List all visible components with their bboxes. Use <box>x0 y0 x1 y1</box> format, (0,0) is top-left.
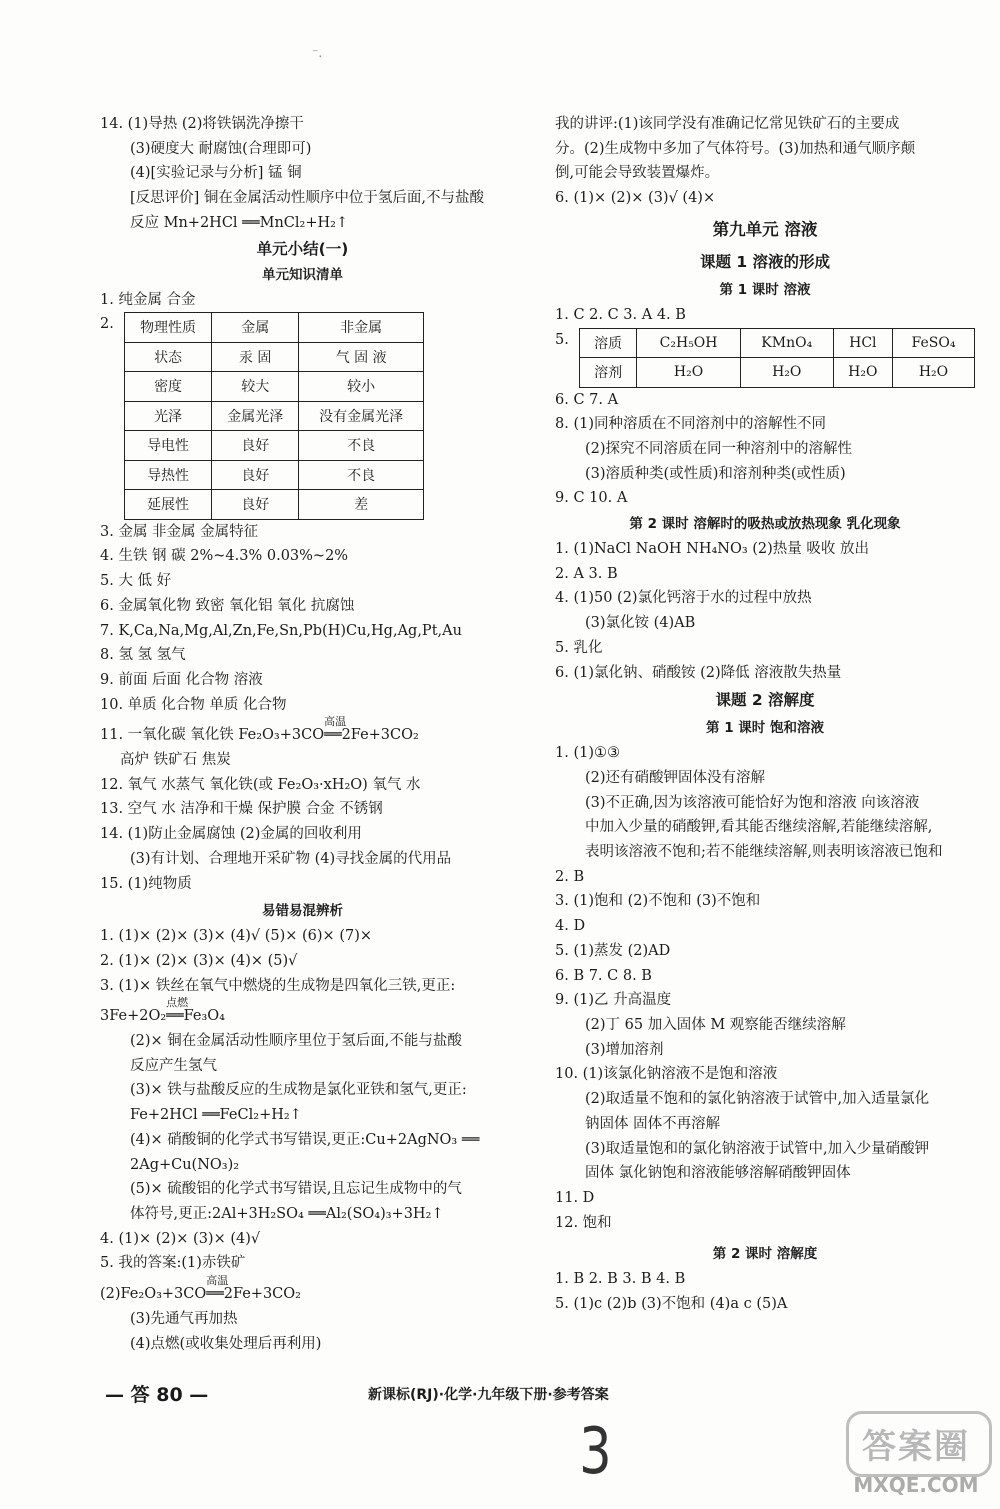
table-row <box>125 313 424 343</box>
table-cell: H₂O <box>833 358 892 388</box>
table-row <box>580 328 975 358</box>
answer-line: 反应 Mn+2HCl ══MnCl₂+H₂↑ <box>130 214 349 231</box>
answer-line: (2)取适量不饱和的氯化钠溶液于试管中,加入适量氯化 <box>585 1091 930 1108</box>
answer-line: 9. C 10. A <box>555 490 628 507</box>
right-column <box>555 112 975 1317</box>
table-cell: H₂O <box>740 358 833 388</box>
answer-line: 12. 饱和 <box>555 1214 612 1231</box>
lesson1-items-6-10 <box>555 388 975 512</box>
answer-line: 3. (1)× 铁丝在氧气中燃烧的生成物是四氧化三铁,更正: <box>100 977 456 994</box>
confuse-equation-3 <box>100 996 505 1029</box>
table-cell: 较小 <box>299 372 424 402</box>
table-cell: HCl <box>833 328 892 358</box>
answer-line: 6. B 7. C 8. B <box>555 967 652 984</box>
answer-line: 倒,可能会导致装置爆炸。 <box>555 165 720 182</box>
unit-summary-title: 单元小结(一) <box>256 239 349 258</box>
solute-solvent-table <box>579 328 975 388</box>
table-cell: 较大 <box>212 372 299 402</box>
table-row <box>125 431 424 461</box>
answer-line: Fe+2HCl ══FeCl₂+H₂↑ <box>130 1107 302 1124</box>
answer-line: 我的讲评:(1)该同学没有准确记忆常见铁矿石的主要成 <box>555 116 900 132</box>
knowledge-list-title: 单元知识清单 <box>262 266 343 283</box>
answer-line: 4. (1)× (2)× (3)× (4)√ <box>100 1230 261 1247</box>
answer-line: (3)氯化铵 (4)AB <box>585 615 696 632</box>
answer-line: 6. 金属氧化物 致密 氧化铝 氧化 抗腐蚀 <box>100 597 355 614</box>
table-row <box>125 460 424 490</box>
item-number: 2. <box>100 316 114 333</box>
topic1-title: 课题 1 溶液的形成 <box>699 252 831 271</box>
table-cell: C₂H₅OH <box>637 328 741 358</box>
answer-line: 5. 大 低 好 <box>100 573 172 590</box>
answer-line: 14. (1)防止金属腐蚀 (2)金属的回收利用 <box>100 826 362 843</box>
table-row <box>125 372 424 402</box>
handwritten-mark: 3 <box>579 1415 612 1489</box>
table-cell: 物理性质 <box>125 313 212 343</box>
answer-line: 5. (1)蒸发 (2)AD <box>555 942 671 959</box>
answer-line: (2)还有硝酸钾固体没有溶解 <box>585 769 766 786</box>
table-cell: H₂O <box>637 358 741 388</box>
lesson3-title: 第 1 课时 饱和溶液 <box>706 720 824 737</box>
reaction-arrow: 高温 ══ <box>324 723 341 748</box>
answer-line: (3)不正确,因为该溶液可能恰好为饱和溶液 向该溶液 <box>585 794 920 811</box>
knowledge-item-1: 1. 纯金属 合金 <box>100 291 196 308</box>
answer-line: 12. 氧气 水蒸气 氧化铁(或 Fe₂O₃·xH₂O) 氧气 水 <box>100 776 421 793</box>
answer-line: 体符号,更正:2Al+3H₂SO₄ ══Al₂(SO₄)₃+3H₂↑ <box>130 1206 444 1222</box>
table-cell: 密度 <box>125 372 212 402</box>
answer-line: 2. A 3. B <box>555 565 618 582</box>
lesson1-title: 第 1 课时 溶液 <box>719 281 811 298</box>
table-cell: 差 <box>299 490 424 520</box>
answer-line: 1. (1)NaCl NaOH NH₄NO₃ (2)热量 吸收 放出 <box>555 541 870 558</box>
answer-line: (3)取适量饱和的氯化钠溶液于试管中,加入少量硝酸钾 <box>585 1140 930 1157</box>
lesson4-title: 第 2 课时 溶解度 <box>712 1246 818 1263</box>
topic2-title: 课题 2 溶解度 <box>715 691 815 710</box>
table-cell: FeSO₄ <box>893 328 975 358</box>
answer-line: (2)探究不同溶质在同一种溶剂中的溶解性 <box>585 440 853 457</box>
answer-line: 5. 乳化 <box>555 639 603 656</box>
confuse-items-c <box>100 1307 505 1356</box>
confuse-items-a <box>100 924 505 998</box>
table-cell: 光泽 <box>125 401 212 431</box>
answer-line: 4. (1)50 (2)氯化钙溶于水的过程中放热 <box>555 590 812 607</box>
reaction-condition: 点燃 <box>166 996 189 1010</box>
answer-line: 10. (1)该氯化钠溶液不是饱和溶液 <box>555 1066 778 1083</box>
right-intro <box>555 112 975 211</box>
table-cell: H₂O <box>893 358 975 388</box>
reaction-arrow: 高温 ══ <box>206 1282 223 1307</box>
k11-text: 11. 一氧化碳 氧化铁 Fe₂O₃+3CO <box>100 727 325 744</box>
table-row <box>125 342 424 372</box>
knowledge-item-11 <box>100 715 505 748</box>
answer-line: 9. (1)乙 升高温度 <box>555 992 672 1009</box>
table-row <box>125 490 424 520</box>
answer-line: (4)× 硝酸铜的化学式书写错误,更正:Cu+2AgNO₃ ══ <box>130 1131 480 1148</box>
k11-product: 2Fe+3CO₂ <box>341 727 419 744</box>
lesson2-items <box>555 537 975 685</box>
answer-line: 4. D <box>555 918 586 935</box>
table-cell: 气 固 液 <box>299 342 424 372</box>
answer-line: 14. (1)导热 (2)将铁锅洗净擦干 <box>100 116 304 132</box>
answer-line: (4)点燃(或收集处理后再利用) <box>130 1335 322 1352</box>
knowledge-item-2 <box>100 312 505 520</box>
answer-line: 6. (1)× (2)× (3)√ (4)× <box>555 190 716 207</box>
confuse-items-b <box>100 1029 505 1276</box>
table-cell: 溶质 <box>580 328 637 358</box>
answer-line: 1. (1)①③ <box>555 745 620 762</box>
answer-line: 15. (1)纯物质 <box>100 875 192 892</box>
answer-line: 反应产生氢气 <box>130 1057 217 1074</box>
answer-line: 10. 单质 化合物 单质 化合物 <box>100 696 287 713</box>
answer-line: 8. (1)同种溶质在不同溶剂中的溶解性不同 <box>555 416 826 433</box>
table-cell: KMnO₄ <box>740 328 833 358</box>
knowledge-items-3-10 <box>100 520 505 718</box>
table-cell: 导热性 <box>125 460 212 490</box>
answer-line: 8. 氢 氢 氢气 <box>100 647 186 664</box>
table-row <box>580 358 975 388</box>
watermark-text: 答案圈 <box>862 1427 970 1467</box>
answer-line: (3)× 铁与盐酸反应的生成物是氯化亚铁和氢气,更正: <box>130 1082 467 1099</box>
watermark-url: MXQE.COM <box>853 1473 979 1497</box>
lesson3-items <box>555 741 975 1235</box>
lesson1-item-5 <box>555 328 975 388</box>
knowledge-item-11b: 高炉 铁矿石 焦炭 <box>120 752 231 769</box>
answer-line: 2. B <box>555 868 585 885</box>
answer-line: 5. (1)c (2)b (3)不饱和 (4)a c (5)A <box>555 1296 788 1313</box>
lesson1-item-1: 1. C 2. C 3. A 4. B <box>555 306 686 323</box>
left-column <box>100 112 505 1356</box>
lesson4-items <box>555 1267 975 1316</box>
metal-properties-table <box>124 312 424 520</box>
answer-line: (3)先通气再加热 <box>130 1310 238 1327</box>
eq-product: Fe₃O₄ <box>183 1008 225 1025</box>
answer-line: 1. (1)× (2)× (3)× (4)√ (5)× (6)× (7)× <box>100 928 373 945</box>
table-cell: 非金属 <box>299 313 424 343</box>
confuse-equation-5 <box>100 1274 505 1307</box>
table-cell: 金属 <box>212 313 299 343</box>
lesson2-title: 第 2 课时 溶解时的吸热或放热现象 乳化现象 <box>629 516 901 533</box>
answer-line: 分。(2)生成物中多加了气体符号。(3)加热和通气顺序颠 <box>555 140 916 157</box>
answer-line: 4. 生铁 钢 碳 2%~4.3% 0.03%~2% <box>100 548 349 565</box>
table-row <box>125 401 424 431</box>
eq-reactants: (2)Fe₂O₃+3CO <box>100 1286 207 1303</box>
knowledge-items-12-15 <box>100 773 505 897</box>
unit9-title: 第九单元 溶液 <box>712 219 818 239</box>
eq-reactants: 3Fe+2O₂ <box>100 1008 167 1025</box>
answer-line: 3. (1)饱和 (2)不饱和 (3)不饱和 <box>555 893 761 910</box>
book-title: 新课标(RJ)·化学·九年级下册·参考答案 <box>368 1387 609 1403</box>
watermark-logo <box>846 1411 986 1497</box>
answer-line: (3)有计划、合理地开采矿物 (4)寻找金属的代用品 <box>130 850 452 867</box>
answer-line: 7. K,Ca,Na,Mg,Al,Zn,Fe,Sn,Pb(H)Cu,Hg,Ag,Pt,Au <box>100 622 462 639</box>
scan-speck: ⁻. <box>312 46 323 60</box>
table-cell: 溶剂 <box>580 358 637 388</box>
table-cell: 不良 <box>299 431 424 461</box>
answer-line: 钠固体 固体不再溶解 <box>585 1115 721 1132</box>
answer-line: (2)丁 65 加入固体 M 观察能否继续溶解 <box>585 1016 846 1033</box>
reaction-condition: 高温 <box>324 715 347 729</box>
table-cell: 汞 固 <box>212 342 299 372</box>
table-cell: 不良 <box>299 460 424 490</box>
answer-line: 1. B 2. B 3. B 4. B <box>555 1271 686 1288</box>
page-number: — 答 80 — <box>105 1384 209 1406</box>
answer-line: 2. (1)× (2)× (3)× (4)× (5)√ <box>100 952 298 969</box>
answer-line: (3)增加溶剂 <box>585 1041 664 1058</box>
answer-line: 6. C 7. A <box>555 391 619 408</box>
answer-line: 5. 我的答案:(1)赤铁矿 <box>100 1255 246 1272</box>
answer-line: (3)溶质种类(或性质)和溶剂种类(或性质) <box>585 465 846 482</box>
reaction-condition: 高温 <box>206 1274 229 1288</box>
answer-line: 6. (1)氯化钠、硝酸铵 (2)降低 溶液散失热量 <box>555 664 842 681</box>
item-number: 5. <box>555 331 569 348</box>
answer-line: (2)× 铜在金属活动性顺序里位于氢后面,不能与盐酸 <box>130 1033 462 1050</box>
table-cell: 良好 <box>212 431 299 461</box>
table-cell: 良好 <box>212 490 299 520</box>
answer-line: 11. D <box>555 1189 595 1206</box>
answer-line: 表明该溶液不饱和;若不能继续溶解,则表明该溶液已饱和 <box>585 844 943 861</box>
table-cell: 延展性 <box>125 490 212 520</box>
table-cell: 没有金属光泽 <box>299 401 424 431</box>
table-cell: 状态 <box>125 342 212 372</box>
table-cell: 良好 <box>212 460 299 490</box>
answer-line: 2Ag+Cu(NO₃)₂ <box>130 1156 240 1173</box>
answer-line: 9. 前面 后面 化合物 溶液 <box>100 671 263 688</box>
eq-product: 2Fe+3CO₂ <box>223 1286 301 1303</box>
reaction-arrow: 点燃 ══ <box>166 1004 183 1029</box>
answer-line: 固体 氯化钠饱和溶液能够溶解硝酸钾固体 <box>585 1165 851 1182</box>
table-cell: 金属光泽 <box>212 401 299 431</box>
answer-line: (5)× 硫酸铝的化学式书写错误,且忘记生成物中的气 <box>130 1181 462 1198</box>
confuse-section-title: 易错易混辨析 <box>262 903 343 920</box>
answer-line: [反思评价] 铜在金属活动性顺序中位于氢后面,不与盐酸 <box>130 190 485 207</box>
table-cell: 导电性 <box>125 431 212 461</box>
answer-line: 中加入少量的硝酸钾,看其能否继续溶解,若能继续溶解, <box>585 819 933 836</box>
answer-line: 13. 空气 水 洁净和干燥 保护膜 合金 不锈钢 <box>100 801 383 818</box>
left-intro <box>100 112 505 236</box>
answer-line: 3. 金属 非金属 金属特征 <box>100 523 259 540</box>
answer-line: (3)硬度大 耐腐蚀(合理即可) <box>130 140 312 157</box>
answer-line: (4)[实验记录与分析] 锰 铜 <box>130 165 302 182</box>
